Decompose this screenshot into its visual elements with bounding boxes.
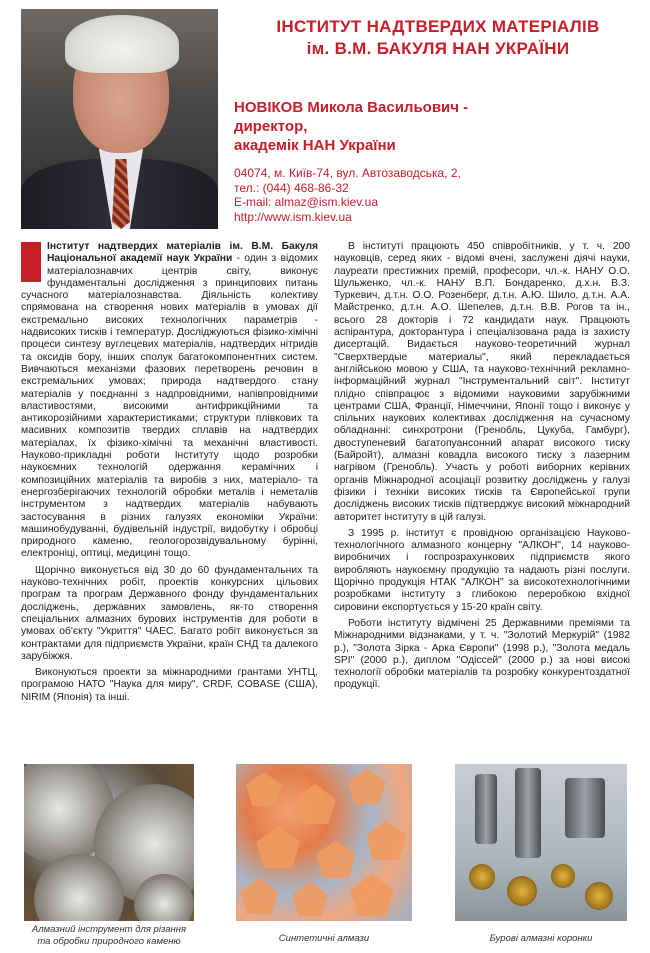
director-block bbox=[234, 98, 468, 155]
drill-bit-shape bbox=[515, 768, 541, 858]
director-role: директор, bbox=[234, 118, 308, 135]
drill-bit-shape bbox=[565, 778, 605, 838]
paragraph-alkon: З 1995 р. інститут є провідною організацією Науково-технологічного алмазного концерну "АЛКОН", 14 науково-виробничих і госпрозрахункових підприємств якого виробляють наукоємну продукцію та надають різні послуги. Щорічно продукція НТАК "АЛКОН" за високотехнологічними розробками інституту з глибокою переробкою вхідної сировини експортується у 15-20 країн світу. bbox=[334, 527, 630, 613]
director-academic-title: академік НАН України bbox=[234, 137, 396, 154]
institute-title-line2: ім. В.М. БАКУЛЯ НАН УКРАЇНИ bbox=[306, 39, 570, 58]
diamond-cutting-tools-photo bbox=[24, 764, 194, 921]
caption-drill-bits: Бурові алмазні коронки bbox=[489, 933, 593, 944]
portrait-hair bbox=[65, 15, 179, 73]
paragraph-staff: В інституті працюють 450 співробітників, у т. ч. 200 науковців, серед яких - відомі вчені, заслужені діячі науки, лауреати престижних премій, професори, чл.-к. НАНУ О.О. Шульженко, чл.-к. НАНУ В.П. Бондаренко, д.х.н. В.З. Туркевич, д.т.н. О.О. Розенберг, д.т.н. А.Ю. Шило, д.т.н. А.А. Майстренко, д.т.н. А.О. Шепелев, д.т.н. В.В. Рогов та ін., всього 28 докторів і 72 кандидати наук. Працюють аспірантура, докторантура і спеціалізована рада із захисту дисертацій. Видається науково-теоретичний журнал "Сверхтвердые материалы", який перекладається англійською мовою у США, та науково-технічний рекламно-інформаційний журнал "Інструментальний світ". Інститут плідно співпрацює з відомими науковими зарубіжними центрами США, Франції, Німеччини, Японії тощо і виконує у спільних наукових колективах дослідження на сучасному обладнанні: синхротрони (Гренобль, Цукуба, Гамбург), двоступеневий багатопуансонний апарат високого тиску (Байройт), алмазні ковадла високого тиску з лазерним нагрівом (Гренобль). Участь у роботі виборних керівних органів Міжнародної асоціації розвитку досліджень у галузі фізики і техніки високих тисків та Європейської групи досліджень високих тисків підтверджує високий міжнародний авторитет інституту в цій галузі. bbox=[334, 241, 630, 523]
institute-title-line1: ІНСТИТУТ НАДТВЕРДИХ МАТЕРІАЛІВ bbox=[276, 17, 600, 36]
diamond-crystal-shape bbox=[348, 768, 386, 804]
director-portrait-photo bbox=[21, 9, 218, 229]
institute-title bbox=[236, 16, 640, 60]
diamond-crystal-shape bbox=[292, 882, 328, 916]
article-column-left bbox=[21, 241, 318, 708]
drill-crown-shape bbox=[507, 876, 537, 906]
contacts-block bbox=[234, 166, 461, 224]
intro-bold-lead: Інститут надтвердих матеріалів ім. В.М. Бакуля Національної академії наук України bbox=[47, 241, 318, 265]
diamond-crystal-shape bbox=[366, 820, 406, 860]
phone-text: тел.: (044) 468-86-32 bbox=[234, 180, 349, 195]
diamond-drill-bits-photo bbox=[455, 764, 627, 921]
paragraph-grants: Виконуються проекти за міжнародними грантами УНТЦ, програмою НАТО "Наука для миру", CRDF, COBASE (США), NIRIM (Японія) та інші. bbox=[21, 667, 318, 703]
diamond-crystal-shape bbox=[350, 874, 394, 916]
paragraph-projects: Щорічно виконується від 30 до 60 фундаментальних та науково-технічних робіт, проектів конкурсних цільових програм та програм Державного фонду фундаментальних досліджень, державних замовлень, як-то створення спеціальних алмазних бурових інструментів для роботи в умовах об'єкту "Укриття" ЧАЕС. Багато робіт виконується за контрактами для підприємств України, країн СНД та далекого зарубіжжя. bbox=[21, 564, 318, 662]
paragraph-awards: Роботи інституту відмічені 25 Державними преміями та Міжнародними відзнаками, у т. ч. "Золотий Меркурій" (1982 р.), "Золота Зірка - Арка Європи" (1998 р.), "Золота медаль SPI" (2000 р.), диплом "Одіссей" (2000 р.) за нові високі технології обробки матеріалів та розробку конкурентоздатної продукції. bbox=[334, 617, 630, 691]
intro-body: - один з відомих матеріалознавчих центрів світу, виконує фундаментальні дослідження з принципових питань сучасного матеріалознавства. Діяльність колективу спрямована на створення нових матеріалів в умовах дії екстремально високих технологічних параметрів - надвисоких тисків і температур. Досліджуються фізико-хімічні процеси синтезу вуглецевих матеріалів, надтвердих нітридів та оксидів бору, інших сполук багатокомпонентних систем. Вивчаються механізми фазових перетворень речовин в екстремальних умовах; природа надтвердого стану матеріалів у поєднанні з надпровідними, напівпровідними властивостями, високими антифрикційними та антикорозійними характеристиками; структури плівкових та масивних композитів твердих сплавів на надтвердих матеріалах, їх фізико-хімічні та механічні властивості. Науково-прикладні роботи Інституту щодо розробки наукоємних технологій одержання керамічних і композиційних матеріалів та виробів з них, матеріало- та енергозберігаючих технологій обробки металів і неметалів інструментом з надтвердих матеріалів набувають застосування в різних галузях економіки України: машинобудуванні, будівельній індустрії, видобутку і обробці природного каменю, геологорозвідувальному бурінні, електроніці, оптиці, медицині тощо. bbox=[21, 253, 319, 560]
director-name: НОВІКОВ Микола Васильович - bbox=[234, 99, 469, 116]
address-text: 04074, м. Київ-74, вул. Автозаводська, 2, bbox=[234, 166, 461, 180]
caption-cutting-tools bbox=[24, 924, 194, 947]
caption-cutting-tools-line2: та обробки природного каменю bbox=[37, 935, 181, 947]
diamond-crystal-shape bbox=[240, 878, 278, 914]
synthetic-diamonds-photo bbox=[236, 764, 412, 921]
caption-synthetic-diamonds: Синтетичні алмази bbox=[278, 933, 370, 944]
diamond-crystal-shape bbox=[256, 826, 300, 868]
diamond-crystal-shape bbox=[316, 840, 356, 878]
website-link[interactable]: http://www.ism.kiev.ua bbox=[234, 209, 352, 224]
drill-crown-shape bbox=[585, 882, 613, 910]
email-link[interactable]: E-mail: almaz@ism.kiev.ua bbox=[234, 195, 378, 209]
paragraph-intro bbox=[21, 241, 318, 561]
drill-crown-shape bbox=[551, 864, 575, 888]
drill-bit-shape bbox=[475, 774, 497, 844]
article-column-right bbox=[334, 241, 630, 696]
diamond-crystal-shape bbox=[246, 772, 282, 806]
diamond-crystal-shape bbox=[294, 784, 336, 824]
drill-crown-shape bbox=[469, 864, 495, 890]
caption-cutting-tools-line1: Алмазний інструмент для різання bbox=[31, 924, 187, 935]
drop-cap-marker bbox=[21, 242, 41, 282]
